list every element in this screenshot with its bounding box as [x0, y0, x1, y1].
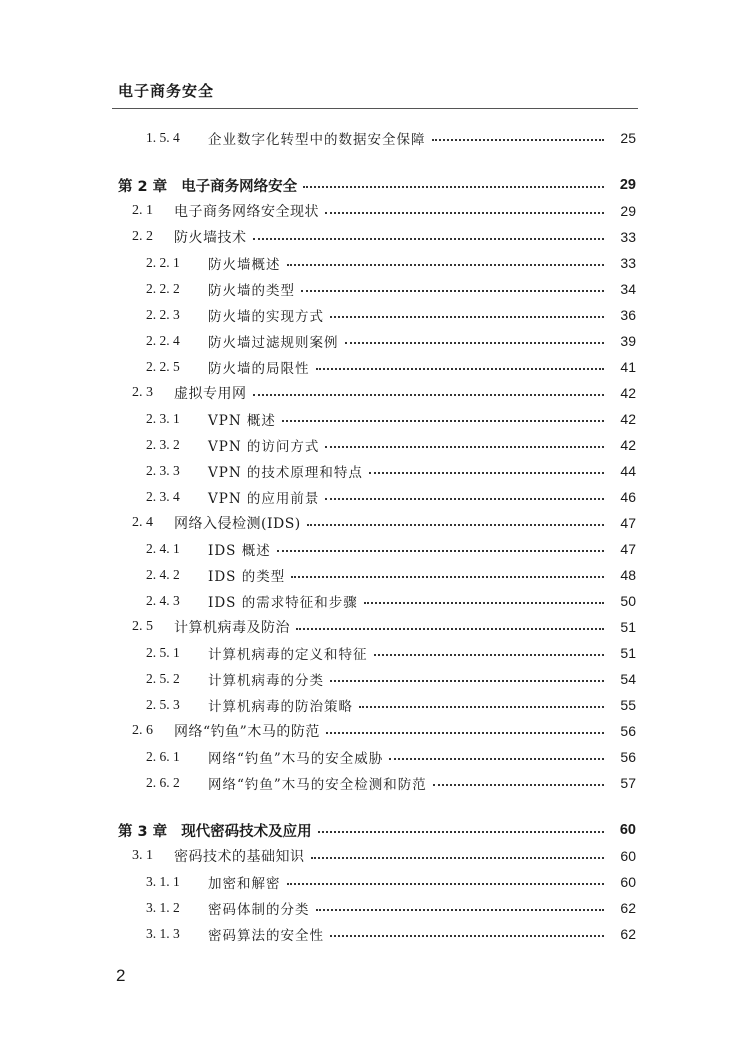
toc-entry-number: 2. 1 — [132, 203, 153, 218]
toc-entry-title: 防火墙的实现方式 — [208, 309, 324, 325]
toc-entry-title: 密码体制的分类 — [208, 902, 310, 918]
toc-entry-title: 现代密码技术及应用 — [181, 823, 312, 840]
toc-entry-number: 2. 3. 4 — [146, 489, 180, 504]
toc-entry-title: 计算机病毒的分类 — [208, 673, 324, 689]
toc-entry-page: 60 — [619, 822, 636, 838]
toc-entry — [146, 277, 636, 301]
dot-leader — [330, 680, 604, 682]
toc-entry-title: 防火墙过滤规则案例 — [208, 335, 339, 351]
toc-entry-number: 2. 5. 3 — [146, 697, 180, 712]
toc-entry-title: 网络“钓鱼”木马的安全威胁 — [208, 751, 384, 767]
toc-entry-number: 2. 5 — [132, 619, 153, 634]
dot-leader — [432, 139, 605, 141]
toc-entry-number: 3. 1. 1 — [146, 874, 180, 889]
toc-entry-title: 防火墙的局限性 — [208, 361, 310, 377]
toc-entry-number: 2. 2. 5 — [146, 359, 180, 374]
toc-entry-page: 33 — [620, 255, 636, 271]
toc-entry-number: 2. 3. 3 — [146, 463, 180, 478]
toc-entry-title: IDS 的需求特征和步骤 — [208, 595, 358, 611]
toc-entry — [146, 922, 636, 946]
toc-entry — [146, 126, 636, 150]
dot-leader — [296, 628, 604, 630]
toc-entry — [146, 589, 636, 613]
dot-leader — [316, 909, 605, 911]
dot-leader — [389, 758, 604, 760]
toc-entry-title: VPN 的技术原理和特点 — [208, 465, 363, 481]
page-number: 2 — [116, 966, 126, 985]
toc-entry-page: 57 — [620, 775, 636, 791]
toc-entry — [146, 896, 636, 920]
dot-leader — [311, 857, 605, 859]
toc-entry-number: 2. 5. 1 — [146, 645, 180, 660]
toc-entry-page: 55 — [620, 697, 636, 713]
toc-entry — [146, 870, 636, 894]
dot-leader — [307, 524, 604, 526]
toc-entry — [132, 615, 636, 639]
toc-entry — [146, 433, 636, 457]
toc-entry-title: 网络“钓鱼”木马的安全检测和防范 — [208, 777, 427, 793]
toc-entry — [146, 641, 636, 665]
toc-entry-page: 39 — [620, 333, 636, 349]
dot-leader — [330, 935, 604, 937]
toc-entry-page: 56 — [620, 723, 636, 739]
toc-entry — [132, 225, 636, 249]
dot-leader — [325, 212, 604, 214]
toc-entry — [132, 719, 636, 743]
toc-entry-title: 密码算法的安全性 — [208, 928, 324, 944]
toc-entry-number: 2. 2. 2 — [146, 281, 180, 296]
toc-entry-title: VPN 的访问方式 — [208, 439, 320, 455]
toc-entry-number: 3. 1. 2 — [146, 900, 180, 915]
toc-entry-number: 2. 4. 2 — [146, 567, 180, 582]
dot-leader — [282, 420, 604, 422]
dot-leader — [291, 576, 604, 578]
toc-entry-title: 计算机病毒及防治 — [174, 620, 290, 636]
dot-leader — [287, 264, 605, 266]
toc-entry-title: 加密和解密 — [208, 876, 281, 892]
toc-entry — [146, 745, 636, 769]
dot-leader — [345, 342, 605, 344]
toc-entry-number: 2. 5. 2 — [146, 671, 180, 686]
toc-entry-page: 51 — [620, 645, 636, 661]
toc-entry-number: 2. 4. 1 — [146, 541, 180, 556]
toc-entry-number: 2. 2. 1 — [146, 255, 180, 270]
toc-entry-number: 第 3 章 — [118, 823, 168, 840]
toc-entry — [132, 511, 636, 535]
toc-entry-page: 46 — [620, 489, 636, 505]
toc-entry-number: 2. 2. 4 — [146, 333, 180, 348]
dot-leader — [325, 498, 604, 500]
dot-leader — [253, 238, 605, 240]
dot-leader — [318, 831, 604, 833]
toc-entry-title: 企业数字化转型中的数据安全保障 — [208, 132, 426, 148]
dot-leader — [253, 394, 605, 396]
toc-entry-page: 29 — [620, 203, 636, 219]
toc-entry — [146, 459, 636, 483]
toc-entry — [146, 667, 636, 691]
toc-entry — [146, 771, 636, 795]
toc-entry-number: 第 2 章 — [118, 178, 168, 195]
toc-entry-title: IDS 概述 — [208, 543, 271, 559]
toc-entry-title: VPN 的应用前景 — [208, 491, 320, 507]
dot-leader — [433, 784, 604, 786]
toc-entry — [132, 844, 636, 868]
toc-entry-number: 2. 3. 2 — [146, 437, 180, 452]
toc-entry-page: 41 — [620, 359, 636, 375]
toc-entry-title: 防火墙的类型 — [208, 283, 295, 299]
toc-entry — [146, 251, 636, 275]
toc-entry-page: 47 — [620, 541, 636, 557]
toc-entry-title: 网络入侵检测(IDS) — [174, 516, 301, 532]
toc-entry-title: 防火墙概述 — [208, 257, 281, 273]
dot-leader — [359, 706, 604, 708]
toc-entry-number: 1. 5. 4 — [146, 130, 180, 145]
toc-entry-page: 25 — [620, 130, 636, 146]
toc-entry-page: 29 — [619, 177, 636, 193]
toc-chapter-entry — [118, 818, 636, 842]
toc-entry-number: 2. 3. 1 — [146, 411, 180, 426]
toc-entry — [146, 407, 636, 431]
dot-leader — [374, 654, 605, 656]
dot-leader — [326, 732, 604, 734]
toc-entry-title: VPN 概述 — [208, 413, 276, 429]
toc-entry-page: 50 — [620, 593, 636, 609]
toc-entry-page: 60 — [620, 874, 636, 890]
toc-entry-number: 2. 6. 2 — [146, 775, 180, 790]
running-header-title: 电子商务安全 — [118, 82, 215, 100]
toc-entry-page: 62 — [620, 926, 636, 942]
toc-entry — [146, 563, 636, 587]
toc-entry-page: 44 — [620, 463, 636, 479]
toc-entry-number: 2. 2 — [132, 229, 153, 244]
toc-entry-title: 网络“钓鱼”木马的防范 — [174, 724, 320, 740]
toc-entry — [132, 381, 636, 405]
toc-chapter-entry — [118, 173, 636, 197]
toc-entry-number: 2. 6. 1 — [146, 749, 180, 764]
toc-entry — [146, 355, 636, 379]
toc-entry-page: 48 — [620, 567, 636, 583]
toc-entry-number: 2. 4 — [132, 515, 153, 530]
toc-entry-title: 电子商务网络安全现状 — [174, 204, 319, 220]
dot-leader — [369, 472, 604, 474]
toc-entry-title: 密码技术的基础知识 — [174, 849, 305, 865]
toc-entry-number: 2. 2. 3 — [146, 307, 180, 322]
toc-entry-page: 47 — [620, 515, 636, 531]
toc-entry-page: 33 — [620, 229, 636, 245]
dot-leader — [303, 186, 604, 188]
toc-entry-page: 51 — [620, 619, 636, 635]
dot-leader — [330, 316, 604, 318]
toc-entry — [146, 329, 636, 353]
toc-entry-number: 2. 3 — [132, 385, 153, 400]
toc-entry-title: 计算机病毒的定义和特征 — [208, 647, 368, 663]
toc-entry-page: 36 — [620, 307, 636, 323]
toc-entry-number: 2. 6 — [132, 723, 153, 738]
dot-leader — [364, 602, 604, 604]
toc-entry — [146, 303, 636, 327]
toc-entry-number: 3. 1. 3 — [146, 926, 180, 941]
toc-entry — [132, 199, 636, 223]
toc-entry-page: 42 — [620, 385, 636, 401]
toc-entry-title: 防火墙技术 — [174, 230, 247, 246]
toc-entry-number: 3. 1 — [132, 848, 153, 863]
dot-leader — [301, 290, 604, 292]
toc-entry-title: 虚拟专用网 — [174, 386, 247, 402]
toc-entry-page: 56 — [620, 749, 636, 765]
toc-entry-title: 计算机病毒的防治策略 — [208, 699, 353, 715]
toc-entry — [146, 693, 636, 717]
dot-leader — [316, 368, 605, 370]
toc-entry-page: 34 — [620, 281, 636, 297]
dot-leader — [325, 446, 604, 448]
toc-entry-page: 54 — [620, 671, 636, 687]
toc-entry — [146, 485, 636, 509]
toc-entry-page: 62 — [620, 900, 636, 916]
toc-entry-number: 2. 4. 3 — [146, 593, 180, 608]
toc-entry-page: 60 — [620, 848, 636, 864]
dot-leader — [277, 550, 604, 552]
toc-entry-title: IDS 的类型 — [208, 569, 286, 585]
toc-entry-page: 42 — [620, 411, 636, 427]
toc-entry-page: 42 — [620, 437, 636, 453]
toc-entry — [146, 537, 636, 561]
toc-entry-title: 电子商务网络安全 — [181, 178, 298, 195]
dot-leader — [287, 883, 605, 885]
